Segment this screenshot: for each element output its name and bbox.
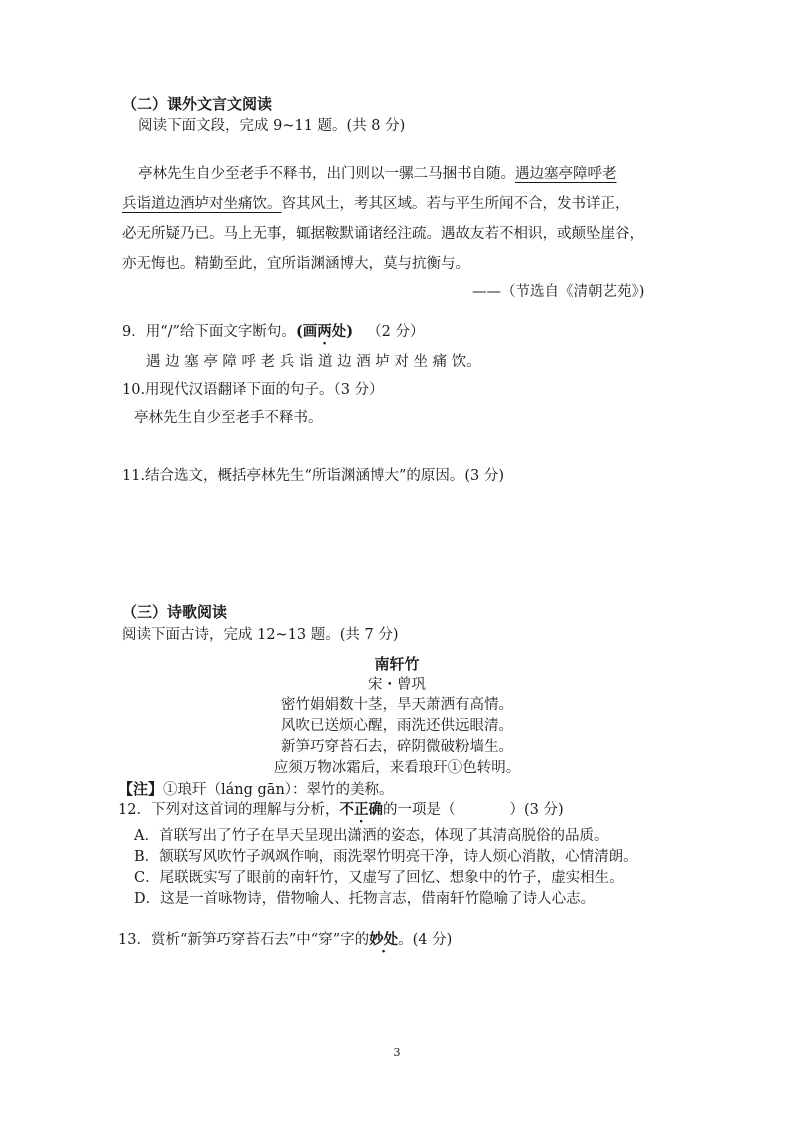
question-9: 9．用“/”给下面文字断句。(画两处) · （2 分） xyxy=(122,322,425,342)
section3-instruction: 阅读下面古诗，完成 12~13 题。(共 7 分) xyxy=(122,627,399,643)
question-11: 11.结合选文，概括亭林先生“所诣渊涵博大”的原因。(3 分) xyxy=(122,468,505,484)
q10-text: 亭林先生自少至老手不释书。 xyxy=(134,410,323,426)
poem-line-4: 应须万物冰霜后，来看琅玕①色转明。 xyxy=(273,760,521,776)
passage-source: ——（节选自《清朝艺苑》) xyxy=(472,284,645,300)
poem-note: 【注】①琅玕（láng gān）：翠竹的美称。 xyxy=(118,780,394,798)
poem-author: 宋・曾巩 xyxy=(368,677,426,693)
passage-line-3: 必无所疑乃已。马上无事，辄据鞍默诵诸经注疏。遇故友若不相识，或颠坠崖谷， xyxy=(122,226,644,242)
q12-emphasis: 不正确 xyxy=(339,801,383,818)
note-label: 【注】 xyxy=(118,780,164,798)
q12-option-a: A．首联写出了竹子在旱天呈现出潇洒的姿态，体现了其清高脱俗的品质。 xyxy=(134,828,609,844)
section2-title: （二）课外文言文阅读 xyxy=(122,95,273,113)
passage-line-4: 亦无悔也。精勤至此，宜所诣渊涵博大，莫与抗衡与。 xyxy=(122,256,470,272)
q12-option-b: B．颔联写风吹竹子飒飒作响，雨洗翠竹明亮干净，诗人烦心消散，心情清朗。 xyxy=(134,849,638,865)
q9-text: 遇 边 塞 亭 障 呼 老 兵 诣 道 边 酒 垆 对 坐 痛 饮。 xyxy=(146,354,481,370)
poem-line-3: 新笋巧穿苔石去，碎阴微破粉墙生。 xyxy=(281,739,513,755)
q12-option-c: C．尾联既实写了眼前的南轩竹，又虚写了回忆、想象中的竹子，虚实相生。 xyxy=(134,870,624,886)
question-10: 10.用现代汉语翻译下面的句子。（3 分） xyxy=(122,382,384,398)
passage-line-2: 兵诣道边酒垆对坐痛饮。咨其风土，考其区域。若与平生所闻不合，发书详正， xyxy=(122,196,630,212)
underlined-sentence-part2: 兵诣道边酒垆对坐痛饮。 xyxy=(122,196,282,212)
poem-line-2: 风吹已送烦心醒，雨洗还供远眼清。 xyxy=(281,718,513,734)
q9-emphasis: (画两处) · xyxy=(296,323,353,340)
poem-title: 南轩竹 xyxy=(374,655,420,673)
passage-line-1: 亭林先生自少至老手不释书，出门则以一骡二马捆书自随。遇边塞亭障呼老 xyxy=(138,166,617,182)
page-number: 3 xyxy=(393,1046,401,1059)
q13-emphasis: 妙处 xyxy=(369,931,399,948)
section3-title: （三）诗歌阅读 xyxy=(122,603,228,621)
poem-line-1: 密竹娟娟数十茎，旱天萧洒有高情。 xyxy=(281,697,513,713)
underlined-sentence-part1: 遇边塞亭障呼老 xyxy=(515,166,617,182)
section2-instruction: 阅读下面文段，完成 9~11 题。(共 8 分) xyxy=(138,118,406,134)
question-12: 12．下列对这首词的理解与分析，不正确的一项是（ ）(3 分) xyxy=(118,801,564,818)
question-13: 13．赏析“新笋巧穿苔石去”中“穿”字的妙处。(4 分) xyxy=(118,931,453,948)
q12-option-d: D．这是一首咏物诗，借物喻人、托物言志，借南轩竹隐喻了诗人心志。 xyxy=(134,891,596,907)
